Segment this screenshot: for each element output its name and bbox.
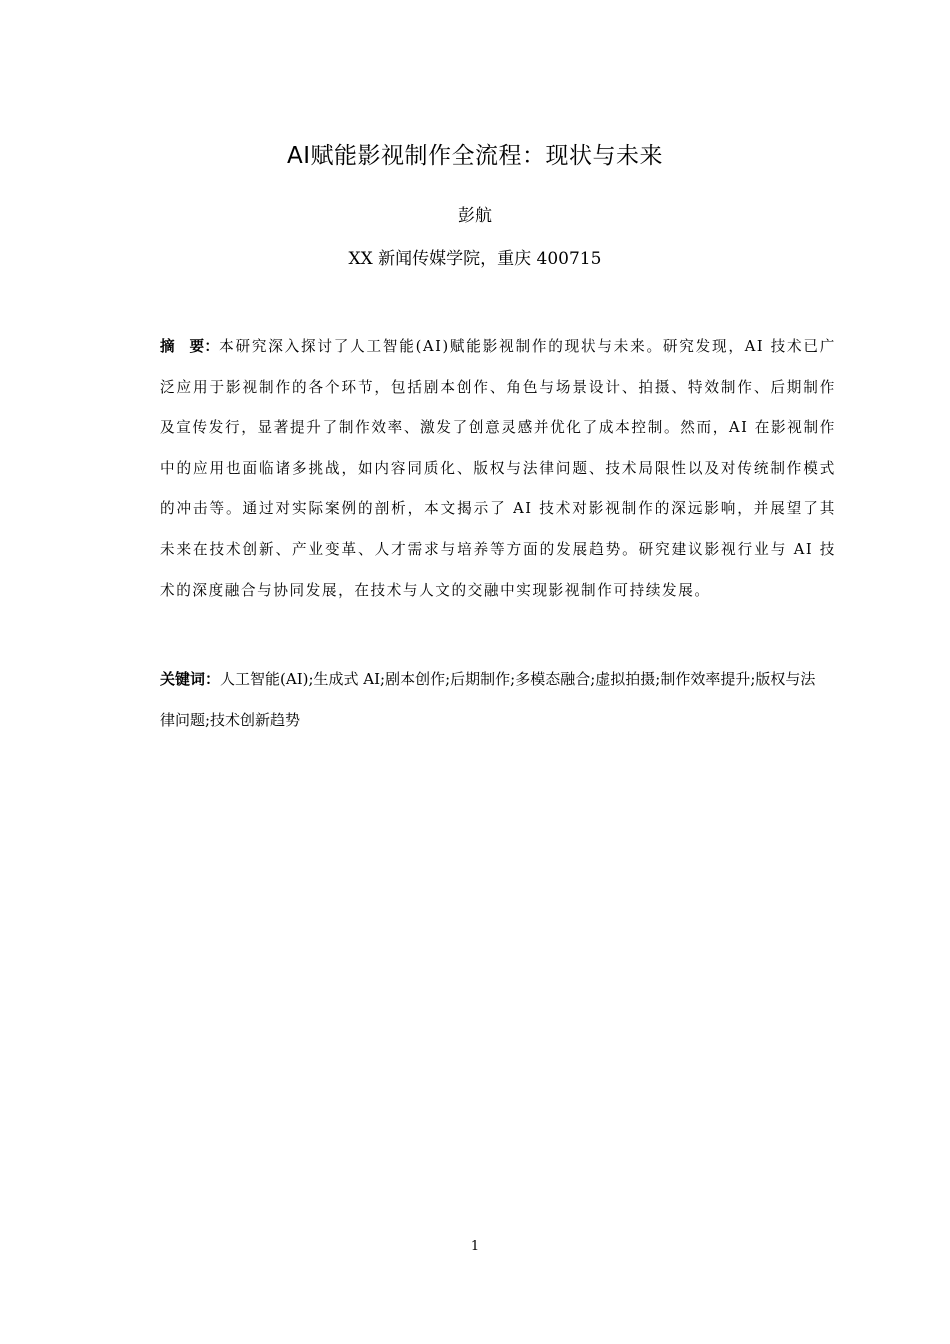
- abstract-text: 本研究深入探讨了人工智能(AI)赋能影视制作的现状与未来。研究发现，AI 技术已广泛应用于影视制作的各个环节，包括剧本创作、角色与场景设计、拍摄、特效制作、后期制作及宣传发行，显著提升了制作效率、激发了创意灵感并优化了成本控制。然而，AI 在影视制作中的应用也面临诸多挑战，如内容同质化、版权与法律问题、技术局限性以及对传统制作模式的冲击等。通过对实际案例的剖析，本文揭示了 AI 技术对影视制作的深远影响，并展望了其未来在技术创新、产业变革、人才需求与培养等方面的发展趋势。研究建议影视行业与 AI 技术的深度融合与协同发展，在技术与人文的交融中实现影视制作可持续发展。: [160, 338, 836, 599]
- keywords-text: 人工智能(AI);生成式 AI;剧本创作;后期制作;多模态融合;虚拟拍摄;制作效率提升;版权与法律问题;技术创新趋势: [160, 670, 816, 729]
- keywords-paragraph: [160, 659, 820, 740]
- abstract-paragraph: [160, 327, 836, 611]
- page-number: 1: [470, 1239, 480, 1254]
- author-affiliation: XX 新闻传媒学院，重庆 400715: [348, 249, 602, 269]
- author-name: 彭航: [458, 206, 492, 226]
- abstract-label: 摘 要：: [160, 338, 220, 355]
- keywords-label: 关键词：: [160, 670, 221, 688]
- paper-title: AI赋能影视制作全流程：现状与未来: [286, 143, 664, 169]
